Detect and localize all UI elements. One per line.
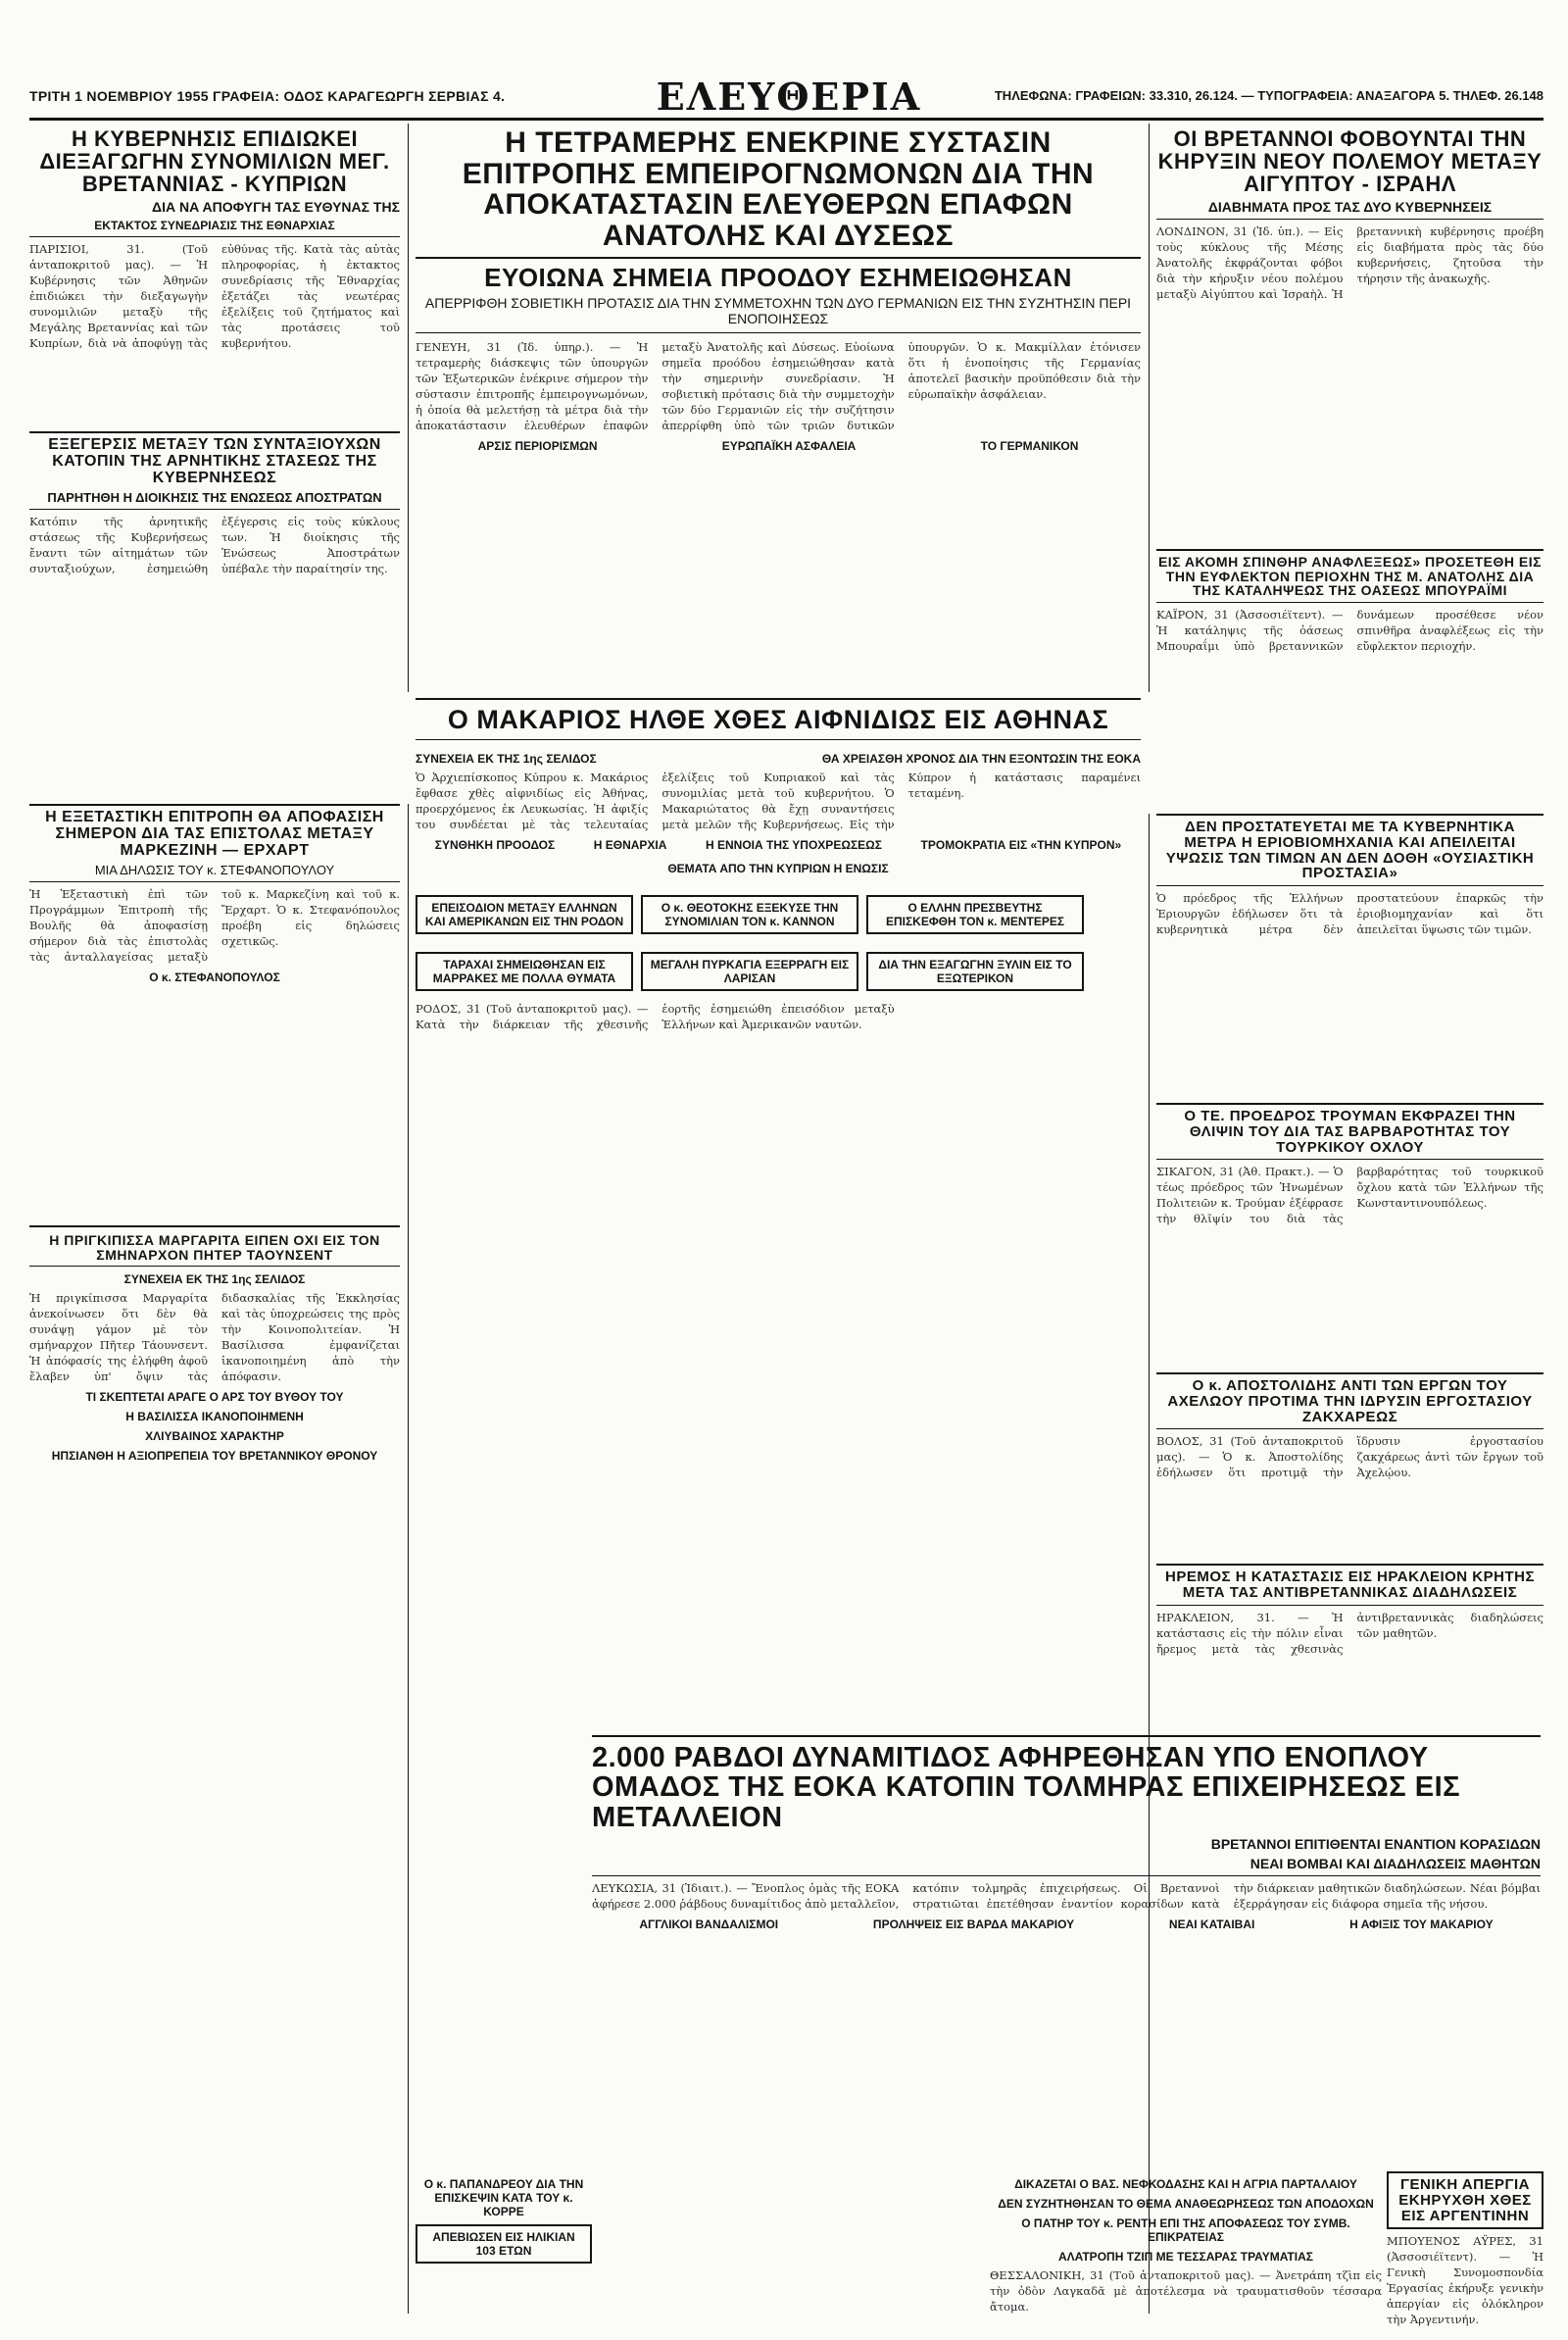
divider (29, 1225, 400, 1227)
article-subhead: ΧΛΙΥΒΑΙΝΟΣ ΧΑΡΑΚΤΗΡ (145, 1429, 284, 1444)
divider (1156, 1564, 1544, 1566)
article-subhead: ΣΥΝΕΧΕΙΑ ΕΚ ΤΗΣ 1ης ΣΕΛΙΔΟΣ (416, 752, 597, 767)
article-kicker: ΕΚΤΑΚΤΟΣ ΣΥΝΕΔΡΙΑΣΙΣ ΤΗΣ ΕΘΝΑΡΧΙΑΣ (94, 219, 335, 233)
article-body: ΠΑΡΙΣΙΟΙ, 31. (Τοῦ ἀνταποκριτοῦ μας). — Ἡ Κυβέρνησις τῶν Ἀθηνῶν ἐπιδιώκει τὴν διεξαγωγὴν συνομιλιῶν μεταξὺ τῆς Μεγάλης Βρεταννίας καὶ τῶν Κυπρίων, διὰ νὰ ἀποφύγῃ τὰς εὐθύνας τῆς. Κατὰ τὰς αὐτὰς πληροφορίας, ἡ ἐκτακτος συνεδρίασις τῆς Ἐθναρχίας ἐξετάζει τὰς νεωτέρας ἐξελίξεις τοῦ ζητήματος καὶ τὰς προτάσεις τοῦ κυβερνήτου. (29, 242, 400, 351)
article-body: Ὁ πρόεδρος τῆς Ἑλλήνων Ἐριουργῶν ἐδήλωσεν ὅτι τὰ κυβερνητικὰ μέτρα δὲν προστατεύουν ἐπαρκῶς τὴν ἐριοβιομηχανίαν καὶ ὅτι ἀπειλεῖται ὕψωσις τῶν τιμῶν. (1156, 891, 1544, 936)
divider (29, 431, 400, 433)
article-subhead: Η ΕΝΝΟΙΑ ΤΗΣ ΥΠΟΧΡΕΩΣΕΩΣ (705, 838, 882, 853)
divider (1156, 1372, 1544, 1374)
article-briefs-bottom (990, 2171, 1382, 2314)
article-subhead: ΕΥΡΩΠΑΪΚΗ ΑΣΦΑΛΕΙΑ (721, 439, 857, 454)
divider (416, 332, 1141, 333)
brief-headline: ΕΠΕΙΣΟΔΙΟΝ ΜΕΤΑΞΥ ΕΛΛΗΝΩΝ ΚΑΙ ΑΜΕΡΙΚΑΝΩΝ ΕΙΣ ΤΗΝ ΡΟΔΟΝ (416, 895, 633, 934)
article-headline: 2.000 ΡΑΒΔΟΙ ΔΥΝΑΜΙΤΙΔΟΣ ΑΦΗΡΕΘΗΣΑΝ ΥΠΟ ΕΝΟΠΛΟΥ ΟΜΑΔΟΣ ΤΗΣ ΕΟΚΑ ΚΑΤΟΠΙΝ ΤΟΛΜΗΡΑΣ ΕΠΙΧΕΙΡΗΣΕΩΣ ΕΙΣ ΜΕΤΑΛΛΕΙΟΝ (592, 1742, 1461, 1833)
brief-headline: Ο ΕΛΛΗΝ ΠΡΕΣΒΕΥΤΗΣ ΕΠΙΣΚΕΦΘΗ ΤΟΝ κ. ΜΕΝΤΕΡΕΣ (866, 895, 1084, 934)
article-subheadline: ΕΥΟΙΩΝΑ ΣΗΜΕΙΑ ΠΡΟΟΔΟΥ ΕΣΗΜΕΙΩΘΗΣΑΝ (484, 263, 1072, 292)
divider (592, 1875, 1541, 1876)
article-kicker: ΒΡΕΤΑΝΝΟΙ ΕΠΙΤΙΘΕΝΤΑΙ ΕΝΑΝΤΙΟΝ ΚΟΡΑΣΙΔΩΝ (1210, 1836, 1541, 1853)
article-truman (1156, 1103, 1544, 1358)
article-vretannoi (1156, 127, 1544, 539)
article-body: ΣΙΚΑΓΟΝ, 31 (Ἀθ. Πρακτ.). — Ὁ τέως πρόεδρος τῶν Ἡνωμένων Πολιτειῶν κ. Τρούμαν ἐξέφρασε τὴν θλῖψίν του διὰ τὰς βαρβαρότητας τοῦ τουρκικοῦ ὄχλου κατὰ τῶν Ἑλλήνων τῆς Κωνσταντινουπόλεως. (1156, 1165, 1544, 1226)
article-body: ΒΟΛΟΣ, 31 (Τοῦ ἀνταποκριτοῦ μας). — Ὁ κ. Ἀποστολίδης ἐδήλωσεν ὅτι προτιμᾷ τὴν ἵδρυσιν ἐργοστασίου ζακχάρεως ἀντὶ τῶν ἔργων τοῦ Ἀχελῴου. (1156, 1434, 1544, 1480)
article-subhead: ΑΓΓΛΙΚΟΙ ΒΑΝΔΑΛΙΣΜΟΙ (639, 1917, 779, 1932)
divider (1156, 814, 1544, 816)
article-subhead: ΘΕΜΑΤΑ ΑΠΟ ΤΗΝ ΚΥΠΡΙΩΝ Η ΕΝΩΣΙΣ (667, 862, 889, 876)
divider (29, 1266, 400, 1267)
article-exetastiki (29, 804, 400, 1216)
brief-headline: ΤΑΡΑΧΑΙ ΣΗΜΕΙΩΘΗΣΑΝ ΕΙΣ ΜΑΡΡΑΚΕΣ ΜΕ ΠΟΛΛΑ ΘΥΜΑΤΑ (416, 952, 633, 991)
article-body: Ἡ πριγκίπισσα Μαργαρίτα ἀνεκοίνωσεν ὅτι δὲν θὰ συνάψῃ γάμον μὲ τὸν σμήναρχον Πῆτερ Τάουνσεντ. Ἡ ἀπόφασίς της ἐλήφθη ἀφοῦ ἔλαβεν ὑπ' ὄψιν τὰς διδασκαλίας τῆς Ἐκκλησίας καὶ τὰς ὑποχρεώσεις της πρὸς τὴν Κοινοπολιτείαν. Ἡ Βασίλισσα ἐμφανίζεται ἱκανοποιημένη ἀπὸ τὴν ἀπόφασιν. (29, 1291, 400, 1384)
article-body: Ὁ Ἀρχιεπίσκοπος Κύπρου κ. Μακάριος ἔφθασε χθὲς αἰφνιδίως εἰς Ἀθήνας, προερχόμενος ἐκ Λευκωσίας. Ἡ ἀφιξίς του συνδέεται μὲ τὰς τελευταίας ἐξελίξεις τοῦ Κυπριακοῦ καὶ τὰς συνομιλίας μετὰ τοῦ κυβερνήτου. Ὁ Μακαριώτατος θὰ ἔχῃ συναντήσεις μετὰ μελῶν τῆς Κυβερνήσεως. Εἰς τὴν Κύπρον ἡ κατάστασις παραμένει τεταμένη. (416, 771, 1141, 832)
column-divider (1149, 124, 1150, 692)
divider (29, 509, 400, 510)
divider (1156, 1159, 1544, 1160)
brief-headline: ΔΙΑ ΤΗΝ ΕΞΑΓΩΓΗΝ ΞΥΛΙΝ ΕΙΣ ΤΟ ΕΞΩΤΕΡΙΚΟΝ (866, 952, 1084, 991)
article-kicker: ΔΙΑΒΗΜΑΤΑ ΠΡΟΣ ΤΑΣ ΔΥΟ ΚΥΒΕΡΝΗΣΕΙΣ (1207, 199, 1493, 216)
article-headline: ΓΕΝΙΚΗ ΑΠΕΡΓΙΑ ΕΚΗΡΥΧΘΗ ΧΘΕΣ ΕΙΣ ΑΡΓΕΝΤΙΝΗΝ (1398, 2176, 1532, 2224)
divider (1156, 885, 1544, 886)
article-subhead: Η ΒΑΣΙΛΙΣΣΑ ΙΚΑΝΟΠΟΙΗΜΕΝΗ (125, 1410, 304, 1424)
divider (29, 236, 400, 237)
brief-headline: ΔΕΝ ΣΥΖΗΤΗΘΗΣΑΝ ΤΟ ΘΕΜΑ ΑΝΑΘΕΩΡΗΣΕΩΣ ΤΩΝ ΑΠΟΔΟΧΩΝ (998, 2197, 1374, 2211)
divider (1156, 1103, 1544, 1105)
article-body: ΗΡΑΚΛΕΙΟΝ, 31. — Ἡ κατάστασις εἰς τὴν πόλιν εἶναι ἤρεμος μετὰ τὰς χθεσινὰς ἀντιβρεταννικὰς διαδηλώσεις τῶν μαθητῶν. (1156, 1610, 1544, 1656)
article-headline: ΕΞΕΓΕΡΣΙΣ ΜΕΤΑΞΥ ΤΩΝ ΣΥΝΤΑΞΙΟΥΧΩΝ ΚΑΤΟΠΙΝ ΤΗΣ ΑΡΝΗΤΙΚΗΣ ΣΤΑΣΕΩΣ ΤΗΣ ΚΥΒΕΡΝΗΣΕΩΣ (48, 436, 381, 486)
brief-headline: ΔΙΚΑΖΕΤΑΙ Ο ΒΑΣ. ΝΕΦΚΟΔΑΣΗΣ ΚΑΙ Η ΑΓΡΙΑ ΠΑΡΤΑΛΑΙΟΥ (1014, 2177, 1357, 2191)
article-subhead: ΗΠΣΙΑΝΘΗ Η ΑΞΙΟΠΡΕΠΕΙΑ ΤΟΥ ΒΡΕΤΑΝΝΙΚΟΥ ΘΡΟΝΟΥ (51, 1449, 378, 1464)
brief-headline: Ο κ. ΘΕΟΤΟΚΗΣ ΕΞΕΚΥΣΕ ΤΗΝ ΣΥΝΟΜΙΛΙΑΝ ΤΟΝ κ. ΚΑΝΝΟΝ (641, 895, 858, 934)
divider (1156, 549, 1544, 551)
article-subhead: ΤΟ ΓΕΡΜΑΝΙΚΟΝ (980, 439, 1079, 454)
article-subhead: Η ΕΘΝΑΡΧΙΑ (593, 838, 667, 853)
article-headline: ΕΙΣ ΑΚΟΜΗ ΣΠΙΝΘΗΡ ΑΝΑΦΛΕΞΕΩΣ» ΠΡΟΣΕΤΕΘΗ ΕΙΣ ΤΗΝ ΕΥΦΛΕΚΤΟΝ ΠΕΡΙΟΧΗΝ ΤΗΣ Μ. ΑΝΑΤΟΛΗΣ ΔΙΑ ΤΗΣ ΚΑΤΑΛΗΨΕΩΣ ΤΗΣ ΟΑΣΕΩΣ ΜΠΟΥΡΑΪΜΙ (1157, 554, 1543, 599)
article-body: Κατόπιν τῆς ἀρνητικῆς στάσεως τῆς Κυβερνήσεως ἔναντι τῶν αἰτημάτων τῶν συνταξιούχων, ἐσημειώθη ἐξέγερσις εἰς τοὺς κύκλους των. Ἡ διοίκησις τῆς Ἑνώσεως Ἀποστράτων ὑπέβαλε τὴν παραίτησίν της. (29, 515, 400, 576)
article-subhead: ΣΥΝΘΗΚΗ ΠΡΟΟΔΟΣ (434, 838, 556, 853)
article-body: ΜΠΟΥΕΝΟΣ ΑΫΡΕΣ, 31 (Ἀσσοσιέϊτεντ). — Ἡ Γενικὴ Συνομοσπονδία Ἐργασίας ἐκήρυξε γενικὴν ἀπεργίαν εἰς ὁλόκληρον τὴν Ἀργεντινήν. (1387, 2234, 1544, 2327)
divider (416, 257, 1141, 259)
article-briefs-left (416, 2171, 592, 2314)
article-kicker: ΠΑΡΗΤΗΘΗ Η ΔΙΟΙΚΗΣΙΣ ΤΗΣ ΕΝΩΣΕΩΣ ΑΠΟΣΤΡΑΤΩΝ (47, 490, 382, 506)
article-tetramerhs (416, 127, 1141, 696)
article-headline: Ο ΜΑΚΑΡΙΟΣ ΗΛΘΕ ΧΘΕΣ ΑΙΦΝΙΔΙΩΣ ΕΙΣ ΑΘΗΝΑΣ (447, 705, 1109, 734)
column-divider (408, 124, 409, 692)
article-subhead: ΠΡΟΛΗΨΕΙΣ ΕΙΣ ΒΑΡΔΑ ΜΑΚΑΡΙΟΥ (872, 1917, 1075, 1932)
article-headline: Η ΚΥΒΕΡΝΗΣΙΣ ΕΠΙΔΙΩΚΕΙ ΔΙΕΞΑΓΩΓΗΝ ΣΥΝΟΜΙΛΙΩΝ ΜΕΓ. ΒΡΕΤΑΝΝΙΑΣ - ΚΥΠΡΙΩΝ (39, 126, 390, 197)
article-argentina (1387, 2171, 1544, 2327)
article-heraklion (1156, 1564, 1544, 1725)
article-makarios (416, 698, 1141, 1727)
article-subhead: ΝΕΑΙ ΚΑΤΑΙΒΑΙ (1168, 1917, 1255, 1932)
article-subhead: ΤΙ ΣΚΕΠΤΕΤΑΙ ΑΡΑΓΕ Ο ΑΡΣ ΤΟΥ ΒΥΘΟΥ ΤΟΥ (85, 1390, 344, 1405)
divider (1156, 1428, 1544, 1429)
brief-items (416, 889, 1141, 995)
divider (1156, 1605, 1544, 1606)
article-erioviomichania (1156, 814, 1544, 1098)
divider (592, 1735, 1541, 1737)
article-subhead: ΤΡΟΜΟΚΡΑΤΙΑ ΕΙΣ «ΤΗΝ ΚΥΠΡΟΝ» (920, 838, 1122, 853)
article-syntaxiouxoi (29, 431, 400, 779)
article-kicker: ΜΙΑ ΔΗΛΩΣΙΣ ΤΟΥ κ. ΣΤΕΦΑΝΟΠΟΥΛΟΥ (94, 863, 335, 878)
column-divider (408, 804, 409, 2314)
masthead-date-line: ΤΡΙΤΗ 1 ΝΟΕΜΒΡΙΟΥ 1955 ΓΡΑΦΕΙΑ: ΟΔΟΣ ΚΑΡΑΓΕΩΡΓΗ ΣΕΡΒΙΑΣ 4. (29, 88, 506, 104)
article-kicker: ΝΕΑΙ ΒΟΜΒΑΙ ΚΑΙ ΔΙΑΔΗΛΩΣΕΙΣ ΜΑΘΗΤΩΝ (1250, 1856, 1541, 1872)
brief-headline: ΑΠΕΒΙΩΣΕΝ ΕΙΣ ΗΛΙΚΙΑΝ 103 ΕΤΩΝ (416, 2224, 592, 2264)
article-margarita (29, 1225, 400, 2314)
article-headline: Ο ΤΕ. ΠΡΟΕΔΡΟΣ ΤΡΟΥΜΑΝ ΕΚΦΡΑΖΕΙ ΤΗΝ ΘΛΙΨΙΝ ΤΟΥ ΔΙΑ ΤΑΣ ΒΑΡΒΑΡΟΤΗΤΑΣ ΤΟΥ ΤΟΥΡΚΙΚΟΥ ΟΧΛΟΥ (1184, 1108, 1516, 1156)
article-headline: Η ΠΡΙΓΚΙΠΙΣΣΑ ΜΑΡΓΑΡΙΤΑ ΕΙΠΕΝ ΟΧΙ ΕΙΣ ΤΟΝ ΣΜΗΝΑΡΧΟΝ ΠΗΤΕΡ ΤΑΟΥΝΣΕΝΤ (49, 1232, 380, 1263)
brief-body: ΘΕΣΣΑΛΟΝΙΚΗ, 31 (Τοῦ ἀνταποκριτοῦ μας). — Ἀνετράπη τζὶπ εἰς τὴν ὁδὸν Λαγκαδᾶ μὲ ἀποτέλεσμα νὰ τραυματισθοῦν τέσσαρα ἄτομα. (990, 2268, 1382, 2314)
article-headline: Ο κ. ΑΠΟΣΤΟΛΙΔΗΣ ΑΝΤΙ ΤΩΝ ΕΡΓΩΝ ΤΟΥ ΑΧΕΛΩΟΥ ΠΡΟΤΙΜΑ ΤΗΝ ΙΔΡΥΣΙΝ ΕΡΓΟΣΤΑΣΙΟΥ ΖΑΚΧΑΡΕΩΣ (1167, 1377, 1533, 1425)
divider (1156, 602, 1544, 603)
article-headline: Η ΕΞΕΤΑΣΤΙΚΗ ΕΠΙΤΡΟΠΗ ΘΑ ΑΠΟΦΑΣΙΣΗ ΣΗΜΕΡΟΝ ΔΙΑ ΤΑΣ ΕΠΙΣΤΟΛΑΣ ΜΕΤΑΞΥ ΜΑΡΚΕΖΙΝΗ — ΕΡΧΑΡΤ (45, 809, 384, 859)
article-subhead: Ο κ. ΣΤΕΦΑΝΟΠΟΥΛΟΣ (149, 971, 280, 985)
article-body: ΓΕΝΕΥΗ, 31 (Ἰδ. ὑπηρ.). — Ἡ τετραμερὴς διάσκεψις τῶν ὑπουργῶν τῶν Ἐξωτερικῶν ἐνέκρινε σήμερον τὴν σύστασιν ἐπιτροπῆς ἐμπειρογνωμόνων, ἡ ὁποία θὰ μελετήσῃ τὰ μέτρα διὰ τὴν ἀποκατάστασιν ἐλευθέρων ἐπαφῶν μεταξὺ Ἀνατολῆς καὶ Δύσεως. Εὐοίωνα σημεῖα προόδου ἐσημειώθησαν κατὰ τὴν σημερινὴν συνεδρίασιν. Ἡ σοβιετικὴ πρότασις διὰ τὴν συμμετοχὴν τῶν δύο Γερμανιῶν εἰς τὴν συζήτησιν ἀπερρίφθη ὑπὸ τῶν τριῶν δυτικῶν ὑπουργῶν. Ὁ κ. Μακμίλλαν ἐτόνισεν ὅτι ἡ ἑνοποίησις τῆς Γερμανίας ἀποτελεῖ βασικὴν προϋπόθεσιν διὰ τὴν εὐρωπαϊκὴν ἀσφάλειαν. (416, 340, 1141, 433)
article-eoka-dynamite (592, 1735, 1541, 2166)
article-body: ΛΟΝΔΙΝΟΝ, 31 (Ἰδ. ὑπ.). — Εἰς τοὺς κύκλους τῆς Μέσης Ἀνατολῆς ἐκφράζονται φόβοι διὰ τὴν κήρυξιν νέου πολέμου μεταξὺ Αἰγύπτου καὶ Ἰσραὴλ. Ἡ βρεταννικὴ κυβέρνησις προέβη εἰς διαβήματα πρὸς τὰς δύο κυβερνήσεις, ζητοῦσα τὴν τήρησιν τῆς ἀνακωχῆς. (1156, 224, 1544, 302)
newspaper-title: ΕΛΕΥΘΕΡΙΑ (656, 75, 922, 119)
article-subhead: ΣΥΝΕΧΕΙΑ ΕΚ ΤΗΣ 1ης ΣΕΛΙΔΟΣ (123, 1272, 306, 1287)
article-apostolidis (1156, 1372, 1544, 1554)
divider (29, 881, 400, 882)
article-kyvernisis (29, 127, 400, 422)
divider (416, 739, 1141, 740)
article-subhead: ΘΑ ΧΡΕΙΑΣΘΗ ΧΡΟΝΟΣ ΔΙΑ ΤΗΝ ΕΞΟΝΤΩΣΙΝ ΤΗΣ ΕΟΚΑ (821, 752, 1141, 767)
article-headline: ΔΕΝ ΠΡΟΣΤΑΤΕΥΕΤΑΙ ΜΕ ΤΑ ΚΥΒΕΡΝΗΤΙΚΑ ΜΕΤΡΑ Η ΕΡΙΟΒΙΟΜΗΧΑΝΙΑ ΚΑΙ ΑΠΕΙΛΕΙΤΑΙ ΥΨΩΣΙΣ ΤΩΝ ΤΙΜΩΝ ΑΝ ΔΕΝ ΔΟΘΗ «ΟΥΣΙΑΣΤΙΚΗ ΠΡΟΣΤΑΣΙΑ» (1165, 819, 1535, 882)
brief-headline: ΑΛΑΤΡΟΠΗ ΤΖΙΠ ΜΕ ΤΕΣΣΑΡΑΣ ΤΡΑΥΜΑΤΙΑΣ (1058, 2250, 1313, 2264)
divider (29, 804, 400, 806)
article-bouraimi (1156, 549, 1544, 794)
brief-headline: Ο κ. ΠΑΠΑΝΔΡΕΟΥ ΔΙΑ ΤΗΝ ΕΠΙΣΚΕΨΙΝ ΚΑΤΑ ΤΟΥ κ. ΚΟΡΡΕ (423, 2177, 584, 2218)
article-body: ΚΑΪΡΟΝ, 31 (Ἀσσοσιέϊτεντ). — Ἡ κατάληψις τῆς ὀάσεως Μπουραΐμι ὑπὸ βρεταννικῶν δυνάμεων προσέθεσε νέον σπινθῆρα ἀναφλέξεως εἰς τὴν εὔφλεκτον περιοχήν. (1156, 608, 1544, 654)
divider (1156, 219, 1544, 220)
article-body: Ἡ Ἐξεταστικὴ ἐπὶ τῶν Προγράμμων Ἐπιτροπὴ τῆς Βουλῆς θὰ ἀποφασίσῃ σήμερον διὰ τὰς ἐπιστολὰς τὰς ἀνταλλαγείσας μεταξὺ τοῦ κ. Μαρκεζίνη καὶ τοῦ κ. Ἔρχαρτ. Ὁ κ. Στεφανόπουλος προέβη εἰς δηλώσεις σχετικῶς. (29, 887, 400, 965)
article-subhead: Η ΑΦΙΞΙΣ ΤΟΥ ΜΑΚΑΡΙΟΥ (1349, 1917, 1494, 1932)
brief-headline: Ο ΠΑΤΗΡ ΤΟΥ κ. ΡΕΝΤΗ ΕΠΙ ΤΗΣ ΑΠΟΦΑΣΕΩΣ ΤΟΥ ΣΥΜΒ. ΕΠΙΚΡΑΤΕΙΑΣ (1021, 2216, 1350, 2244)
article-subhead: ΑΡΣΙΣ ΠΕΡΙΟΡΙΣΜΩΝ (477, 439, 598, 454)
article-headline: ΗΡΕΜΟΣ Η ΚΑΤΑΣΤΑΣΙΣ ΕΙΣ ΗΡΑΚΛΕΙΟΝ ΚΡΗΤΗΣ ΜΕΤΑ ΤΑΣ ΑΝΤΙΒΡΕΤΑΝΝΙΚΑΣ ΔΙΑΔΗΛΩΣΕΙΣ (1165, 1568, 1535, 1601)
masthead (29, 75, 1544, 121)
article-headline: ΟΙ ΒΡΕΤΑΝΝΟΙ ΦΟΒΟΥΝΤΑΙ ΤΗΝ ΚΗΡΥΞΙΝ ΝΕΟΥ ΠΟΛΕΜΟΥ ΜΕΤΑΞΥ ΑΙΓΥΠΤΟΥ - ΙΣΡΑΗΛ (1157, 126, 1543, 197)
article-headline: Η ΤΕΤΡΑΜΕΡΗΣ ΕΝΕΚΡΙΝΕ ΣΥΣΤΑΣΙΝ ΕΠΙΤΡΟΠΗΣ ΕΜΠΕΙΡΟΓΝΩΜΟΝΩΝ ΔΙΑ ΤΗΝ ΑΠΟΚΑΤΑΣΤΑΣΙΝ ΕΛΕΥΘΕΡΩΝ ΕΠΑΦΩΝ ΑΝΑΤΟΛΗΣ ΚΑΙ ΔΥΣΕΩΣ (462, 126, 1095, 252)
article-body: ΛΕΥΚΩΣΙΑ, 31 (Ἰδιαιτ.). — Ἔνοπλος ὁμὰς τῆς ΕΟΚΑ ἀφήρεσε 2.000 ῥάβδους δυναμίτιδος ἀπὸ μεταλλεῖον, κατόπιν τολμηρᾶς ἐπιχειρήσεως. Οἱ Βρεταννοὶ στρατιῶται ἐπετέθησαν ἐναντίον κορασίδων κατὰ τὴν διάρκειαν μαθητικῶν διαδηλώσεων. Νέαι βόμβαι ἐξερράγησαν εἰς διάφορα σημεῖα τῆς νήσου. (592, 1881, 1541, 1912)
article-kicker: ΑΠΕΡΡΙΦΘΗ ΣΟΒΙΕΤΙΚΗ ΠΡΟΤΑΣΙΣ ΔΙΑ ΤΗΝ ΣΥΜΜΕΤΟΧΗΝ ΤΩΝ ΔΥΟ ΓΕΡΜΑΝΙΩΝ ΕΙΣ ΤΗΝ ΣΥΖΗΤΗΣΙΝ ΠΕΡΙ ΕΝΟΠΟΙΗΣΕΩΣ (424, 295, 1132, 327)
brief-body: ΡΟΔΟΣ, 31 (Τοῦ ἀνταποκριτοῦ μας). — Κατὰ τὴν διάρκειαν τῆς χθεσινῆς ἑορτῆς ἐσημειώθη ἐπεισόδιον μεταξὺ Ἑλλήνων καὶ Ἀμερικανῶν ναυτῶν. (416, 1002, 895, 1032)
masthead-phones: ΤΗΛΕΦΩΝΑ: ΓΡΑΦΕΙΩΝ: 33.310, 26.124. — ΤΥΠΟΓΡΑΦΕΙΑ: ΑΝΑΞΑΓΟΡΑ 5. ΤΗΛΕΦ. 26.148 (994, 88, 1544, 103)
article-kicker: ΔΙΑ ΝΑ ΑΠΟΦΥΓΗ ΤΑΣ ΕΥΘΥΝΑΣ ΤΗΣ (152, 199, 400, 216)
divider (416, 698, 1141, 700)
brief-headline: ΜΕΓΑΛΗ ΠΥΡΚΑΓΙΑ ΕΞΕΡΡΑΓΗ ΕΙΣ ΛΑΡΙΣΑΝ (641, 952, 858, 991)
